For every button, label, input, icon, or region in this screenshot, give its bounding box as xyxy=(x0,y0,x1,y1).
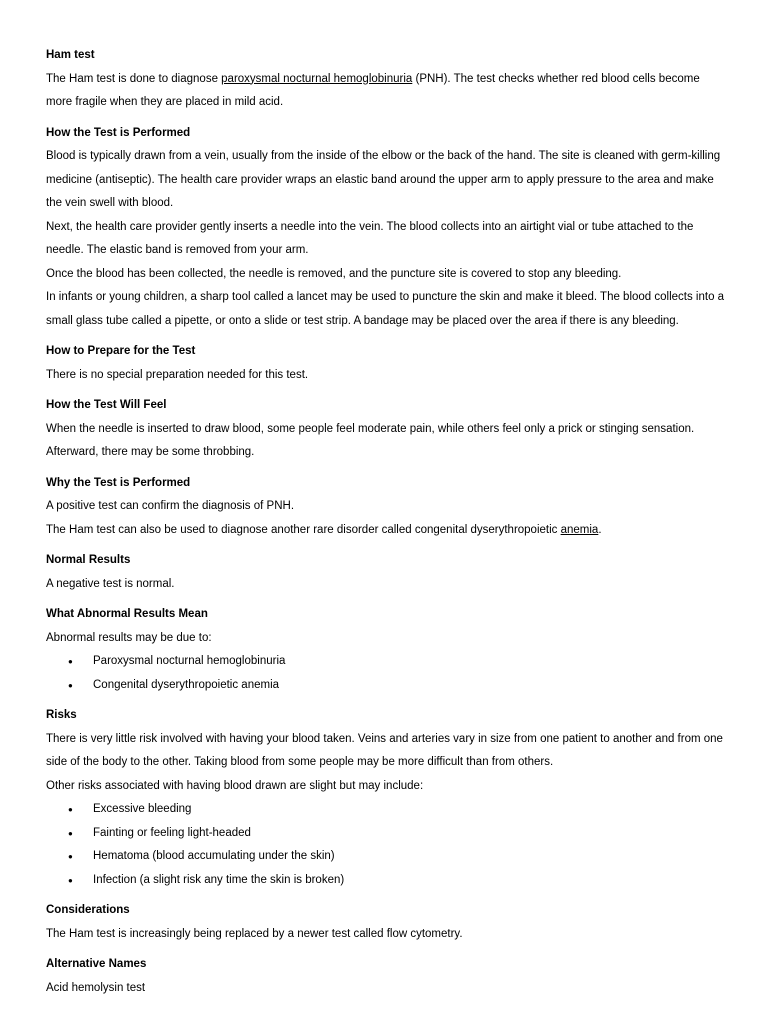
list-item: ● Congenital dyserythropoietic anemia xyxy=(46,674,726,698)
section-normal-results xyxy=(46,549,726,596)
paragraph: There is very little risk involved with having your blood taken. Veins and arteries vary in size from one patient to another and from one side of the body to the other. Taking blood from some people may be more difficult than from others. xyxy=(46,732,723,768)
list-item: ● Excessive bleeding xyxy=(46,798,726,822)
paragraph: Blood is typically drawn from a vein, usually from the inside of the elbow or the back of the hand. The site is cleaned with germ-killing medicine (antiseptic). The health care provider wraps an elastic band around the upper arm to apply pressure to the area and make the vein swell with blood. xyxy=(46,150,721,209)
paragraph: Acid hemolysin test xyxy=(46,981,146,994)
paragraph: Abnormal results may be due to: xyxy=(46,631,212,644)
section-how-the-test-will-feel xyxy=(46,394,726,465)
section-considerations xyxy=(46,899,726,946)
section-what-abnormal-results-mean xyxy=(46,603,726,697)
section-how-to-prepare-for-the-test xyxy=(46,340,726,387)
bullet-list xyxy=(46,650,726,697)
section-risks xyxy=(46,704,726,892)
list-item: ● Hematoma (blood accumulating under the skin) xyxy=(46,845,726,869)
section-alternative-names xyxy=(46,953,726,1000)
link-paroxysmal-nocturnal-hemoglobinuria[interactable]: paroxysmal nocturnal hemoglobinuria xyxy=(221,72,413,85)
document-page xyxy=(46,44,726,1007)
paragraph-text: (PNH). The test checks whether red blood cells become more fragile when they are placed in mild acid. xyxy=(46,72,700,108)
section-heading: How the Test is Performed xyxy=(46,126,191,139)
list-item: ● Fainting or feeling light-headed xyxy=(46,822,726,846)
paragraph: When the needle is inserted to draw blood, some people feel moderate pain, while others feel only a prick or stinging sensation. Afterward, there may be some throbbing. xyxy=(46,422,695,458)
paragraph: Next, the health care provider gently inserts a needle into the vein. The blood collects into an airtight vial or tube attached to the needle. The elastic band is removed from your arm. xyxy=(46,220,694,256)
section-heading: Risks xyxy=(46,709,77,721)
paragraph-text: . xyxy=(598,523,602,536)
section-heading: Ham test xyxy=(46,49,95,61)
list-item: ● Paroxysmal nocturnal hemoglobinuria xyxy=(46,650,726,674)
section-heading: How the Test Will Feel xyxy=(46,399,167,411)
paragraph xyxy=(46,68,726,115)
section-heading: How to Prepare for the Test xyxy=(46,345,196,357)
paragraph: There is no special preparation needed for this test. xyxy=(46,368,309,381)
paragraph: Other risks associated with having blood drawn are slight but may include: xyxy=(46,779,424,792)
paragraph-text: The Ham test can also be used to diagnose another rare disorder called congenital dyserythropoietic xyxy=(46,523,561,536)
section-ham-test xyxy=(46,44,726,115)
section-heading: Considerations xyxy=(46,904,130,916)
link-anemia[interactable]: anemia xyxy=(560,523,599,536)
list-item: ● Infection (a slight risk any time the skin is broken) xyxy=(46,869,726,893)
paragraph: A positive test can confirm the diagnosis of PNH. xyxy=(46,500,295,512)
section-heading: Normal Results xyxy=(46,554,131,566)
section-heading: What Abnormal Results Mean xyxy=(46,608,208,620)
section-heading: Alternative Names xyxy=(46,958,147,970)
bullet-list xyxy=(46,798,726,892)
paragraph: Once the blood has been collected, the needle is removed, and the puncture site is covered to stop any bleeding. xyxy=(46,267,622,280)
paragraph: A negative test is normal. xyxy=(46,577,175,590)
paragraph: The Ham test is increasingly being replaced by a newer test called flow cytometry. xyxy=(46,927,463,940)
section-how-the-test-is-performed xyxy=(46,122,726,334)
section-why-the-test-is-performed xyxy=(46,472,726,543)
paragraph: In infants or young children, a sharp tool called a lancet may be used to puncture the skin and make it bleed. The blood collects into a small glass tube called a pipette, or onto a slide or test strip. A bandage may be placed over the area if there is any bleeding. xyxy=(46,291,725,327)
paragraph xyxy=(46,519,726,543)
paragraph-text: The Ham test is done to diagnose xyxy=(46,72,222,85)
section-heading: Why the Test is Performed xyxy=(46,476,191,489)
